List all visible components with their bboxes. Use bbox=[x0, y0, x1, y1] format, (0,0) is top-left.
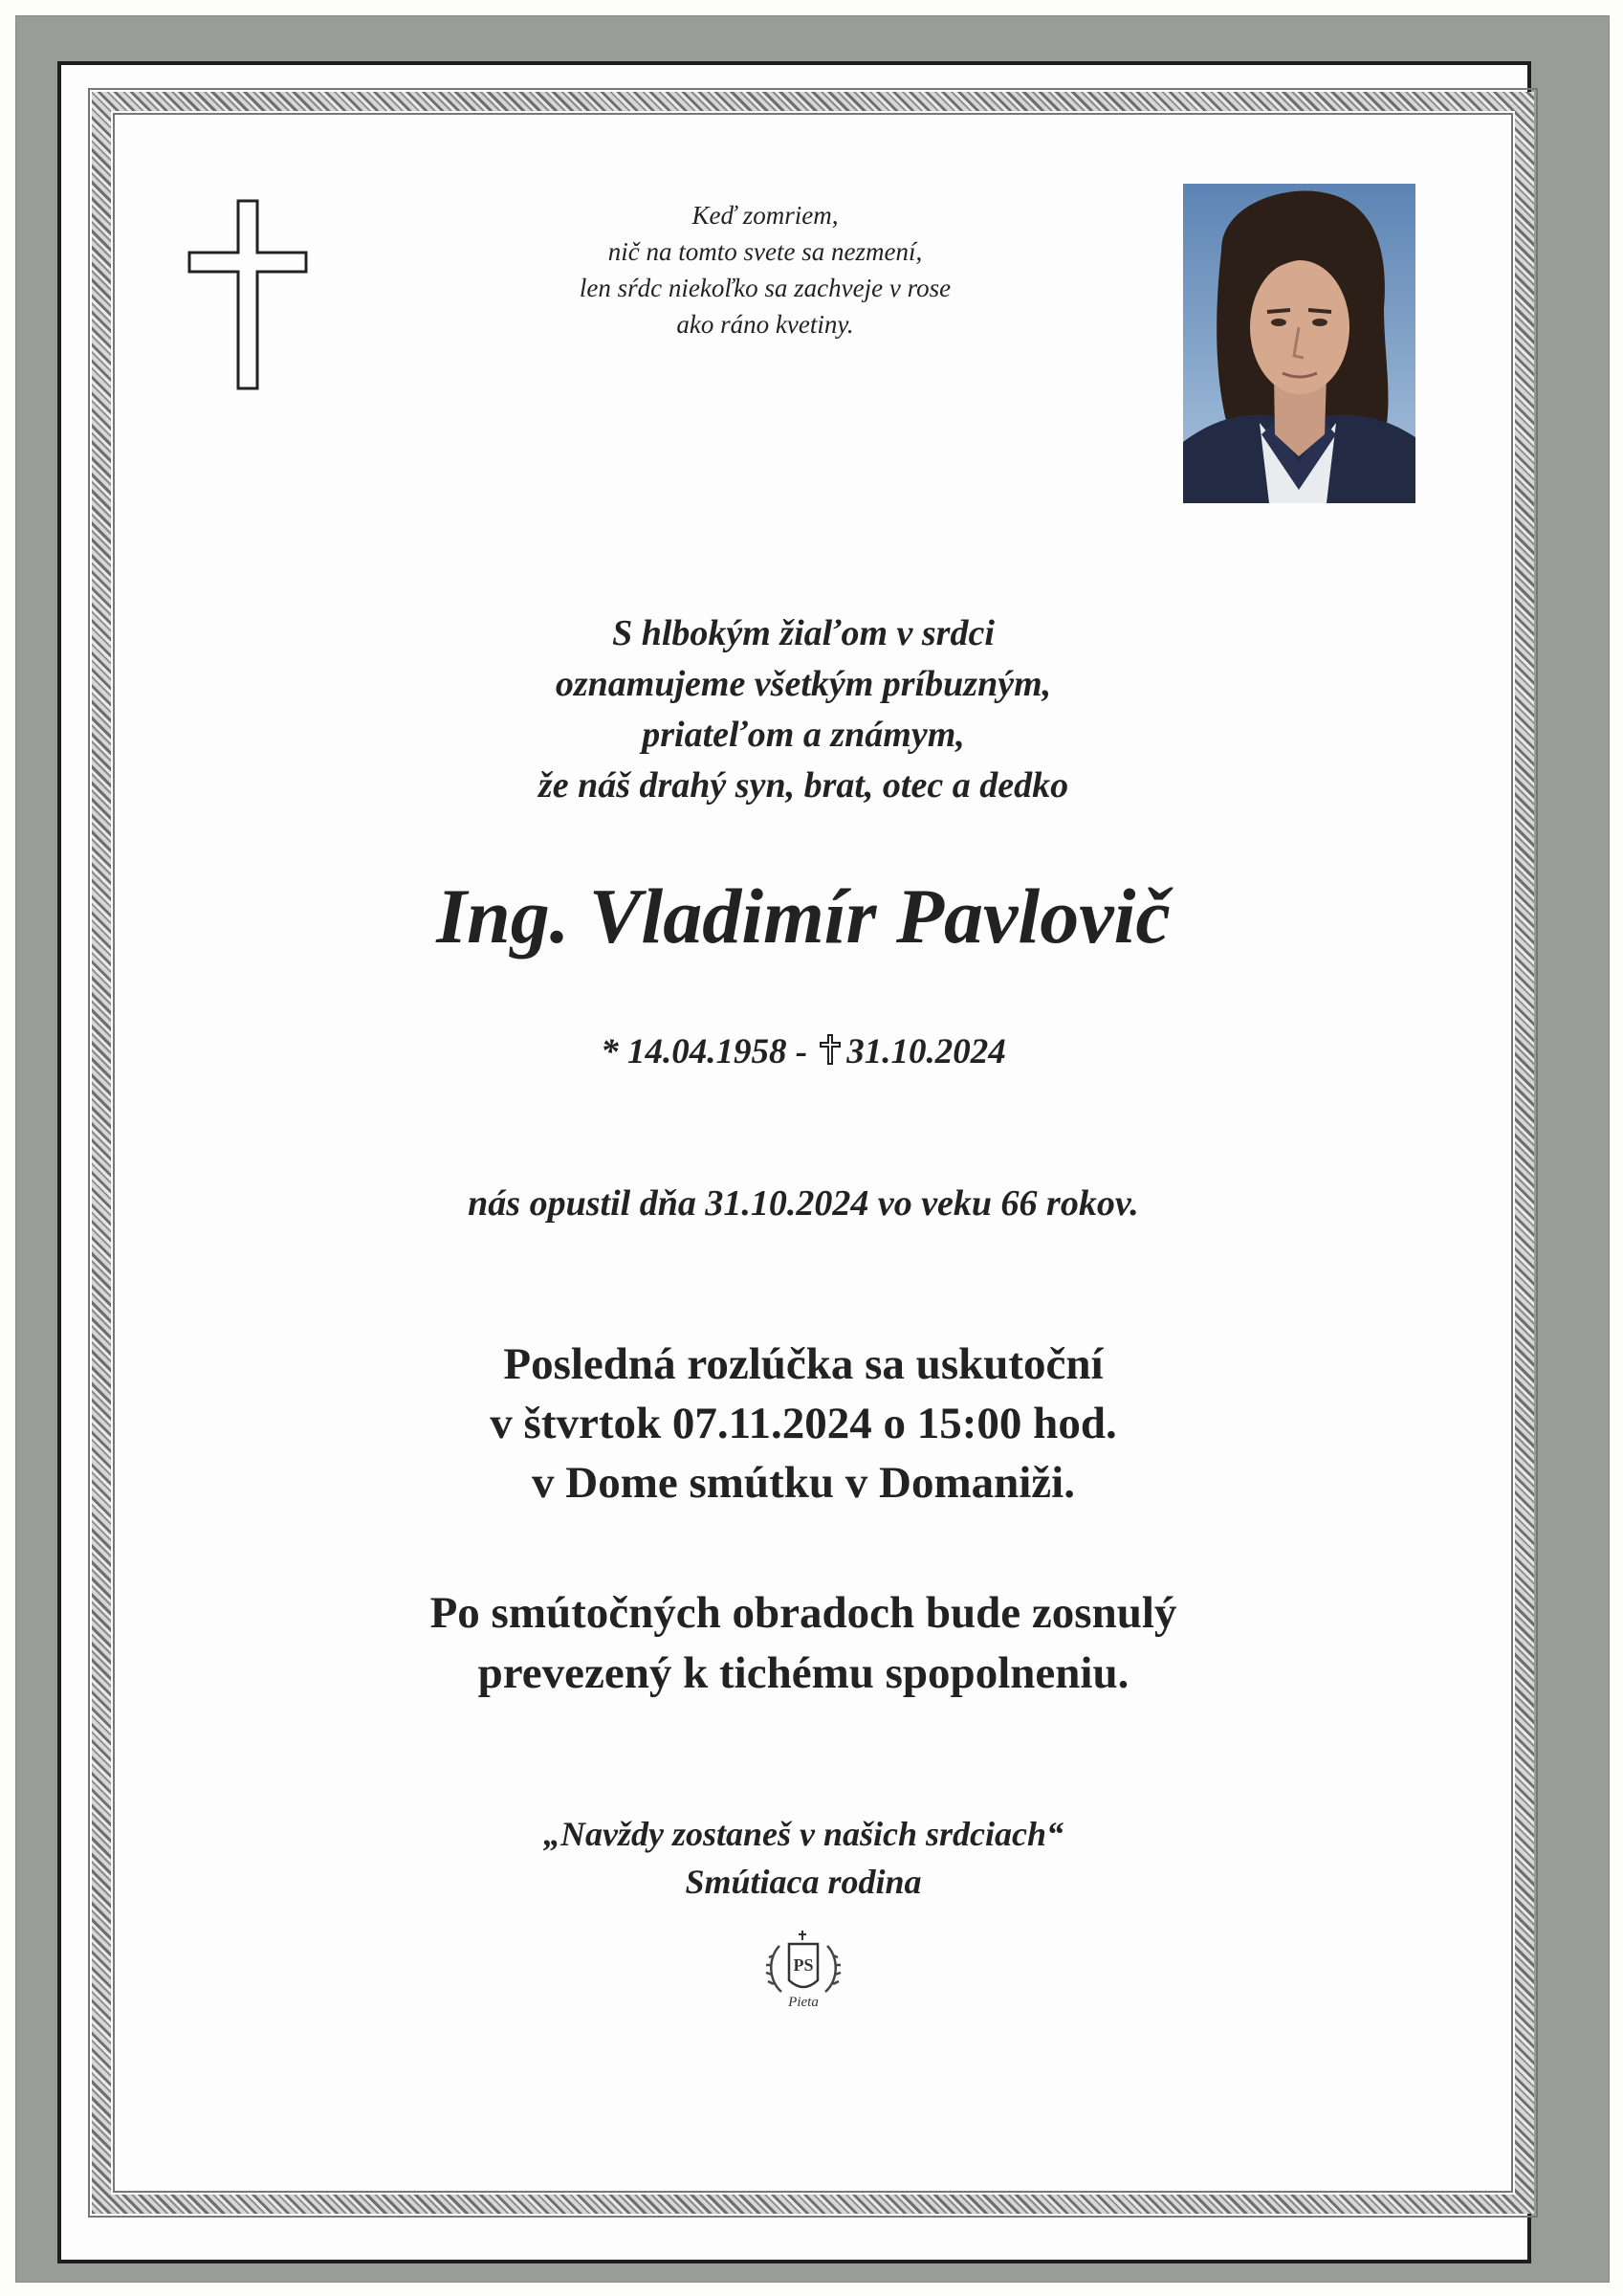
announcement-line: že náš drahý syn, brat, otec a dedko bbox=[537, 765, 1069, 806]
life-dates bbox=[421, 1028, 1186, 1076]
funeral-details bbox=[287, 1335, 1320, 1512]
poem bbox=[497, 197, 1033, 342]
poem-line: Keď zomriem, bbox=[691, 201, 839, 230]
deceased-name: Ing. Vladimír Pavlovič bbox=[436, 872, 1171, 960]
birth-date: * 14.04.1958 - bbox=[601, 1032, 808, 1071]
cremation-notice bbox=[287, 1583, 1320, 1704]
cremation-line: prevezený k tichému spopolneniu. bbox=[477, 1648, 1130, 1698]
death-cross-icon bbox=[820, 1034, 841, 1065]
funeral-line: v Dome smútku v Domaniži. bbox=[532, 1458, 1075, 1508]
logo-monogram: PS bbox=[793, 1955, 814, 1975]
announcement bbox=[325, 608, 1282, 811]
logo-label: Pieta bbox=[788, 1995, 819, 2010]
death-date: 31.10.2024 bbox=[846, 1032, 1006, 1071]
announcement-line: priateľom a známym, bbox=[642, 715, 965, 755]
closing bbox=[363, 1810, 1243, 1906]
poem-line: len sŕdc niekoľko sa zachveje v rose bbox=[579, 274, 952, 302]
announcement-line: S hlbokým žiaľom v srdci bbox=[612, 613, 995, 653]
announcement-line: oznamujeme všetkým príbuzným, bbox=[555, 664, 1052, 704]
poem-line: nič na tomto svete sa nezmení, bbox=[607, 237, 923, 266]
closing-quote: „Navždy zostaneš v našich srdciach“ bbox=[542, 1815, 1064, 1853]
cross-icon bbox=[187, 199, 308, 390]
portrait-photo bbox=[1183, 184, 1415, 503]
funeral-line: v štvrtok 07.11.2024 o 15:00 hod. bbox=[490, 1399, 1117, 1448]
poem-line: ako ráno kvetiny. bbox=[676, 310, 854, 339]
closing-signature: Smútiaca rodina bbox=[685, 1863, 922, 1901]
passed-notice: nás opustil dňa 31.10.2024 vo veku 66 rokov. bbox=[468, 1183, 1139, 1224]
funeral-line: Posledná rozlúčka sa uskutoční bbox=[503, 1339, 1104, 1389]
cremation-line: Po smútočných obradoch bude zosnulý bbox=[429, 1588, 1177, 1638]
